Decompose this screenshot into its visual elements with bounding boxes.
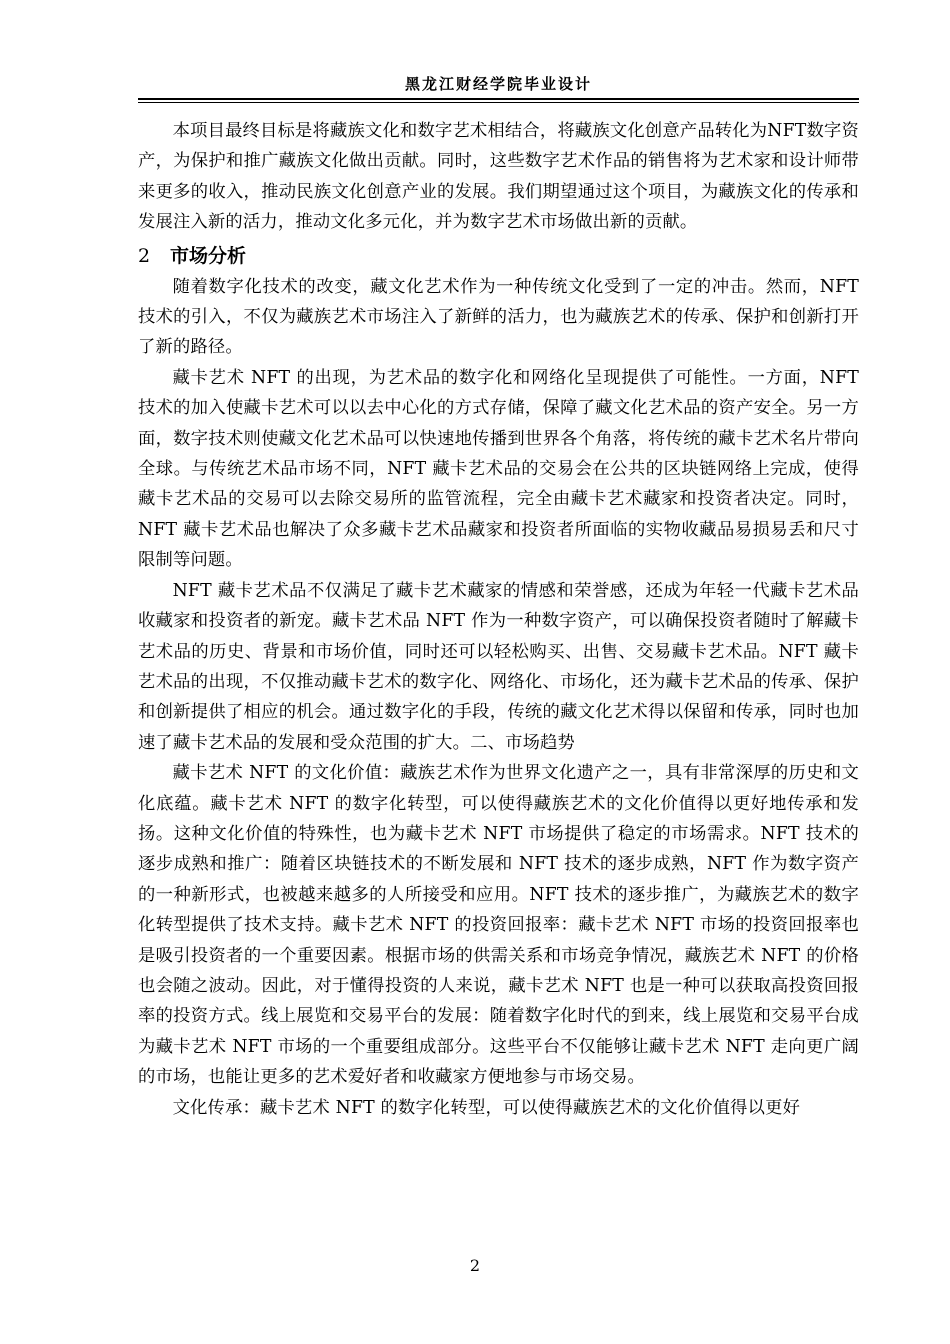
section-title: 市场分析: [170, 244, 247, 267]
paragraph: 文化传承：藏卡艺术 NFT 的数字化转型，可以使得藏族艺术的文化价值得以更好: [172, 1097, 801, 1118]
page-header-title: 黑龙江财经学院毕业设计: [404, 75, 592, 93]
document-body: [138, 116, 859, 1123]
paragraph: 藏卡艺术 NFT 的出现，为艺术品的数字化和网络化呈现提供了可能性。一方面，NFT 技术的加入使藏卡艺术可以以去中心化的方式存储，保障了藏文化艺术品的资产安全。另一方面，数字技术则使藏文化艺术品可以快速地传播到世界各个角落，将传统的藏卡艺术名片带向全球。与传统艺术品市场不同，NFT 藏卡艺术品的交易会在公共的区块链网络上完成，使得藏卡艺术品的交易可以去除交易所的监管流程，完全由藏卡艺术藏家和投资者决定。同时，NFT 藏卡艺术品也解决了众多藏卡艺术品藏家和投资者所面临的实物收藏品易损易丢和尺寸限制等问题。: [138, 367, 859, 571]
paragraph-intro: 本项目最终目标是将藏族文化和数字艺术相结合，将藏族文化创意产品转化为NFT数字资产，为保护和推广藏族文化做出贡献。同时，这些数字艺术作品的销售将为艺术家和设计师带来更多的收入，推动民族文化创意产业的发展。我们期望通过这个项目，为藏族文化的传承和发展注入新的活力，推动文化多元化，并为数字艺术市场做出新的贡献。: [138, 121, 859, 233]
page-number: 2: [469, 1256, 481, 1275]
section-number: 2: [138, 244, 151, 267]
header-rule-thin: [138, 102, 859, 103]
section-heading: [138, 240, 859, 272]
paragraph: 藏卡艺术 NFT 的文化价值：藏族艺术作为世界文化遗产之一，具有非常深厚的历史和文化底蕴。藏卡艺术 NFT 的数字化转型，可以使得藏族艺术的文化价值得以更好地传承和发扬。这种文化价值的特殊性，也为藏卡艺术 NFT 市场提供了稳定的市场需求。NFT 技术的逐步成熟和推广：随着区块链技术的不断发展和 NFT 技术的逐步成熟，NFT 作为数字资产的一种新形式，也被越来越多的人所接受和应用。NFT 技术的逐步推广，为藏族艺术的数字化转型提供了技术支持。藏卡艺术 NFT 的投资回报率：藏卡艺术 NFT 市场的投资回报率也是吸引投资者的一个重要因素。根据市场的供需关系和市场竞争情况，藏族艺术 NFT 的价格也会随之波动。因此，对于懂得投资的人来说，藏卡艺术 NFT 也是一种可以获取高投资回报率的投资方式。线上展览和交易平台的发展：随着数字化时代的到来，线上展览和交易平台成为藏卡艺术 NFT 市场的一个重要组成部分。这些平台不仅能够让藏卡艺术 NFT 走向更广阔的市场，也能让更多的艺术爱好者和收藏家方便地参与市场交易。: [138, 763, 859, 1088]
header-rule-thick: [138, 98, 859, 100]
paragraph: NFT 藏卡艺术品不仅满足了藏卡艺术藏家的情感和荣誉感，还成为年轻一代藏卡艺术品收藏家和投资者的新宠。藏卡艺术品 NFT 作为一种数字资产，可以确保投资者随时了解藏卡艺术品的历史、背景和市场价值，同时还可以轻松购买、出售、交易藏卡艺术品。NFT 藏卡艺术品的出现，不仅推动藏卡艺术的数字化、网络化、市场化，还为藏卡艺术品的传承、保护和创新提供了相应的机会。通过数字化的手段，传统的藏文化艺术得以保留和传承，同时也加速了藏卡艺术品的发展和受众范围的扩大。二、市场趋势: [138, 580, 859, 753]
paragraph: 随着数字化技术的改变，藏文化艺术作为一种传统文化受到了一定的冲击。然而，NFT 技术的引入，不仅为藏族艺术市场注入了新鲜的活力，也为藏族艺术的传承、保护和创新打开了新的路径。: [138, 276, 859, 358]
